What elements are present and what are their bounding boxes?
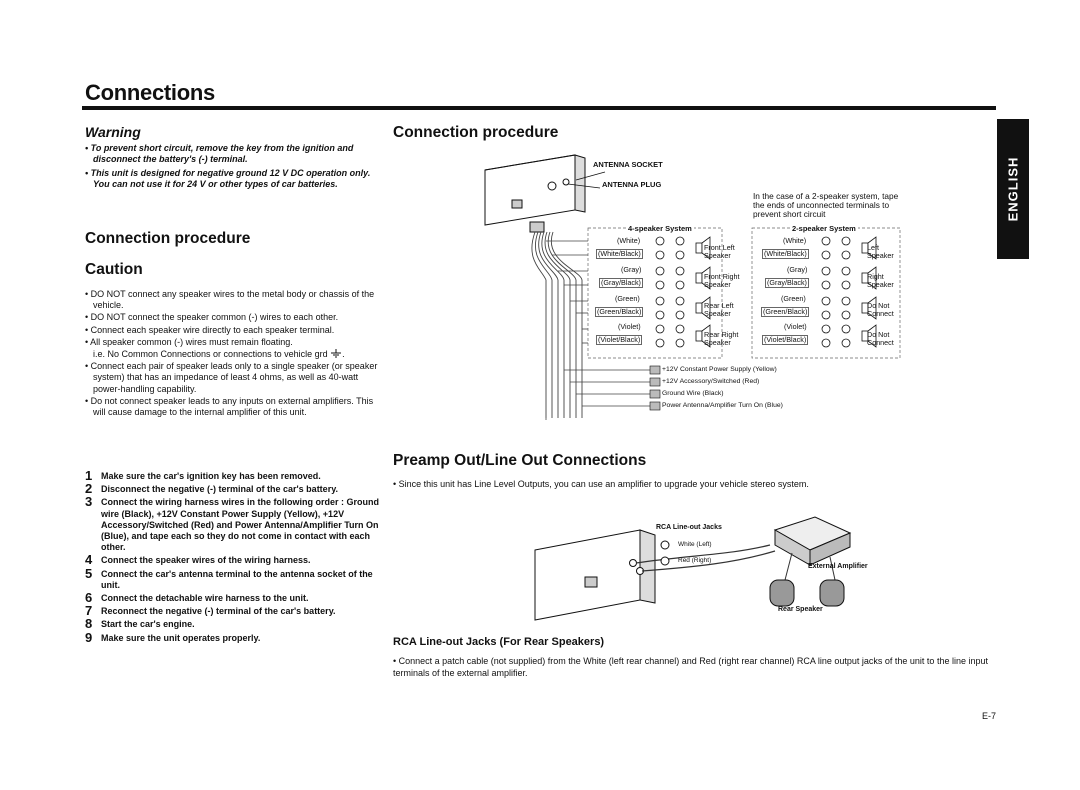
step-item: 9 Make sure the unit operates properly. (85, 629, 261, 645)
connection-procedure-heading: Connection procedure (393, 124, 559, 141)
speaker-label: Left Speaker (867, 243, 894, 260)
red-jack-icon (661, 557, 669, 565)
speaker-label: Right Speaker (867, 272, 894, 289)
wire-label: (Gray/Black) (601, 278, 641, 287)
warning-heading: Warning (85, 124, 141, 140)
minus-terminal-icon (842, 339, 850, 347)
warning-list (85, 143, 380, 193)
rear-speaker-label: Rear Speaker (778, 606, 823, 613)
wire-label: (Gray/Black) (767, 278, 807, 287)
red-jack-label: Red (Right) (678, 557, 712, 564)
step-item: 4 Connect the speaker wires of the wiring harness. (85, 552, 311, 568)
wire-label: (Violet/Black) (598, 335, 641, 344)
wire-label: (White/Black) (764, 249, 807, 258)
language-tab-label: ENGLISH (1005, 156, 1021, 222)
rca-text: • Connect a patch cable (not supplied) from the White (left rear channel) and Red (right rear channel) RCA line output jacks of the unit to the line input terminals of the external amplifier. (393, 656, 988, 678)
minus-terminal-icon (822, 311, 830, 319)
antenna-socket-icon (548, 182, 556, 190)
white-jack-icon (661, 541, 669, 549)
speaker-label: Do Not Connect (867, 301, 894, 318)
power-wire-label: +12V Accessory/Switched (Red) (662, 378, 760, 385)
caution-list (85, 289, 380, 419)
step-item: 1 Make sure the car's ignition key has been removed. (85, 468, 321, 483)
minus-terminal-icon (656, 339, 664, 347)
rca-heading: RCA Line-out Jacks (For Rear Speakers) (393, 636, 605, 648)
minus-terminal-icon (656, 311, 664, 319)
harness-wires (532, 232, 582, 418)
plus-terminal-icon (676, 237, 684, 245)
minus-terminal-icon (822, 339, 830, 347)
plus-terminal-icon (842, 237, 850, 245)
wire-label: (Green/Black) (597, 307, 642, 316)
step-item: 2 Disconnect the negative (-) terminal of the car's battery. (85, 481, 339, 497)
speaker-icon (696, 273, 702, 283)
step-item: 5 Connect the car's antenna terminal to the antenna socket of the unit. (85, 565, 373, 590)
rear-speaker-icons (770, 580, 844, 606)
caution-heading: Caution (85, 261, 143, 278)
minus-terminal-icon (656, 251, 664, 259)
step-item: 8 Start the car's engine. (85, 616, 195, 632)
plus-terminal-icon (676, 267, 684, 275)
warning-item: • This unit is designed for negative ground 12 V DC operation only. You can not use it for 24 V or other types of car batteries. (85, 168, 371, 189)
minus-terminal-icon (842, 281, 850, 289)
step-item: 6 Connect the detachable wire harness to the unit. (85, 590, 309, 606)
minus-terminal-icon (676, 339, 684, 347)
plus-terminal-icon (676, 325, 684, 333)
harness-connector-icon (530, 222, 544, 232)
wire-label: (Violet) (618, 322, 641, 331)
wire-label: (Violet/Black) (764, 335, 807, 344)
wire-label: (White) (617, 236, 641, 245)
warning-item: • To prevent short circuit, remove the key from the ignition and disconnect the battery's (-) terminal. (85, 143, 354, 164)
speaker-icon (696, 331, 702, 341)
minus-terminal-icon (676, 311, 684, 319)
minus-terminal-icon (842, 251, 850, 259)
plus-terminal-icon (656, 267, 664, 275)
caution-item: • Connect each pair of speaker leads only to a single speaker (or speaker system) that has an impedance of least 4 ohms, as well as 40-watt power-handling capability. (85, 361, 378, 394)
plus-terminal-icon (842, 297, 850, 305)
connection-procedure-heading-left: Connection procedure (85, 230, 251, 247)
antenna-plug-label: ANTENNA PLUG (602, 180, 662, 189)
wire-label: (Green) (615, 294, 640, 303)
white-jack-label: White (Left) (678, 541, 712, 548)
wire-label: (White) (783, 236, 807, 245)
title-rule (82, 106, 996, 110)
power-wire-label: Power Antenna/Amplifier Turn On (Blue) (662, 402, 783, 409)
wire-label: (Green) (781, 294, 806, 303)
minus-terminal-icon (676, 251, 684, 259)
minus-terminal-icon (822, 251, 830, 259)
language-tab (997, 119, 1029, 259)
plus-terminal-icon (822, 267, 830, 275)
minus-terminal-icon (676, 281, 684, 289)
caution-item: • DO NOT connect any speaker wires to the metal body or chassis of the vehicle. (85, 289, 375, 311)
steps-list (85, 468, 380, 646)
antenna-socket-label: ANTENNA SOCKET (593, 160, 663, 169)
caution-item: • All speaker common (-) wires must remain floating. (85, 336, 293, 347)
preamp-heading: Preamp Out/Line Out Connections (393, 452, 647, 469)
minus-terminal-icon (656, 281, 664, 289)
four-speaker-title: 4-speaker System (628, 224, 692, 233)
page-number: E-7 (982, 711, 997, 721)
head-unit-rca-illustration (535, 530, 655, 620)
two-speaker-title: 2-speaker System (792, 224, 856, 233)
plus-terminal-icon (656, 237, 664, 245)
wire-label: (Green/Black) (763, 307, 808, 316)
preamp-text: • Since this unit has Line Level Outputs, you can use an amplifier to upgrade your vehicle stereo system. (393, 479, 809, 489)
power-wire-label: +12V Constant Power Supply (Yellow) (662, 366, 777, 373)
speaker-icon (696, 303, 702, 313)
caution-item: • DO NOT connect the speaker common (-) wires to each other. (85, 312, 339, 323)
caution-item: i.e. No Common Connections or connections to vehicle grd . (93, 349, 345, 360)
wire-label: (White/Black) (598, 249, 641, 258)
plus-terminal-icon (842, 325, 850, 333)
plus-terminal-icon (656, 325, 664, 333)
external-amplifier-illustration (775, 517, 850, 565)
plus-terminal-icon (656, 297, 664, 305)
two-speaker-note: In the case of a 2-speaker system, tape the ends of unconnected terminals to prevent short circuit (753, 191, 899, 219)
plus-terminal-icon (676, 297, 684, 305)
speaker-label: Front Right Speaker (704, 272, 740, 289)
minus-terminal-icon (822, 281, 830, 289)
rca-jacks-label: RCA Line-out Jacks (656, 524, 722, 531)
speaker-label: Rear Left Speaker (704, 301, 734, 318)
speaker-label: Front Left Speaker (704, 243, 735, 260)
rca-diagram (530, 515, 880, 625)
step-item: 7 Reconnect the negative (-) terminal of the car's battery. (85, 603, 336, 619)
page-title: Connections (85, 80, 215, 105)
plus-terminal-icon (822, 325, 830, 333)
external-amplifier-label: External Amplifier (808, 563, 868, 570)
step-item: 3 Connect the wiring harness wires in the following order : Ground wire (Black), +12V Constant Power Supply (Yellow), +12V Accessory/Switched (Red) and Power Antenna/Amplifier Turn On (Blue), and tape each so they do not come in contact with each other. (85, 494, 380, 553)
power-wire-label: Ground Wire (Black) (662, 390, 724, 397)
caution-item: • Do not connect speaker leads to any inputs on external amplifiers. This will cause damage to the internal amplifier of this unit. (85, 395, 374, 418)
wire-label: (Gray) (621, 265, 642, 274)
minus-terminal-icon (842, 311, 850, 319)
speaker-icon (696, 243, 702, 253)
plus-terminal-icon (842, 267, 850, 275)
head-unit-illustration (485, 155, 585, 225)
speaker-label: Do Not Connect (867, 330, 894, 347)
ground-symbol-icon (330, 349, 342, 358)
connector-port-icon (512, 200, 522, 208)
caution-item: • Connect each speaker wire directly to each speaker terminal. (85, 324, 335, 335)
caution-ground-text: i.e. No Common Connections or connections to vehicle grd (93, 349, 328, 360)
plus-terminal-icon (822, 297, 830, 305)
speaker-label: Rear Right Speaker (704, 330, 739, 347)
wire-label: (Violet) (784, 322, 807, 331)
wire-label: (Gray) (787, 265, 808, 274)
plus-terminal-icon (822, 237, 830, 245)
